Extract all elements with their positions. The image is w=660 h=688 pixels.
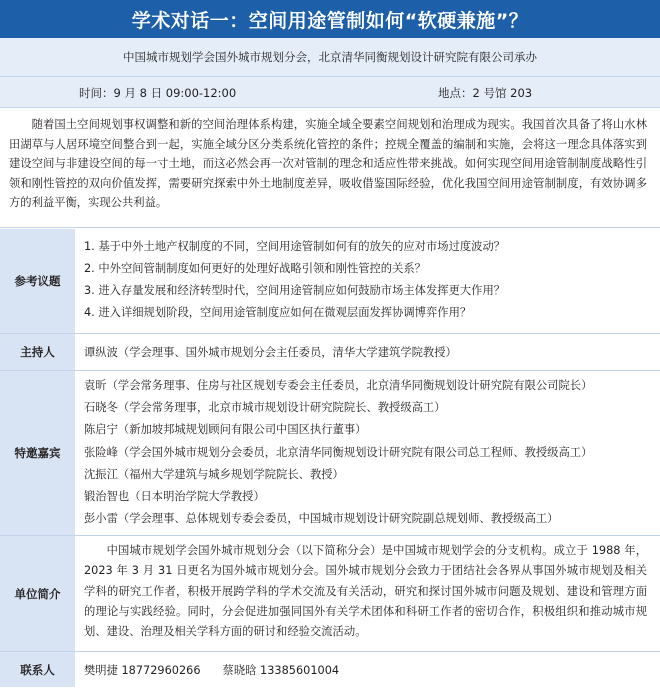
issues-row	[0, 229, 660, 334]
unit-description: 中国城市规划学会国外城市规划分会（以下简称分会）是中国城市规划学会的分支机构。成立于 1988 年，2023 年 3 月 31 日更名为国外城市规划分会。国外城市规划分会致力于团结社会各界从事国外城市规划及相关学科的研究工作者，积极开展跨学科的学术交流及有关活动，研究和探讨国外城市问题及规划、建设和管理方面的理论与实践经验。同时，分会促进加强同国外有关学术团体和科研工作者的密切合作，积极组织和推动城市规划、建设、治理及相关学科方面的研讨和经验交流活动。	[84, 544, 647, 639]
organizer-line: 中国城市规划学会国外城市规划分会，北京清华同衡规划设计研究院有限公司承办	[0, 38, 660, 77]
guests-label: 特邀嘉宾	[0, 371, 75, 535]
guest-item: 锻治智也（日本明治学院大学教授）	[84, 490, 265, 504]
guest-item: 袁昕（学会常务理事、住房与社区规划专委会主任委员，北京清华同衡规划设计研究院有限公司院长）	[84, 379, 593, 392]
title-bar	[0, 0, 660, 38]
guests-row	[0, 371, 660, 536]
page-title: 学术对话一：空间用途管制如何“软硬兼施”？	[131, 9, 529, 32]
guest-item: 陈启宁（新加坡邦城规划顾问有限公司中国区执行董事）	[84, 423, 367, 437]
host-name: 谭纵波（学会理事、国外城市规划分会主任委员，清华大学建筑学院教授）	[84, 346, 457, 359]
contact-info	[75, 652, 660, 687]
issue-item: 2. 中外空间管制制度如何更好的处理好战略引领和刚性管控的关系？	[84, 262, 426, 275]
event-time: 时间：9 月 8 日 09:00-12:00	[79, 86, 237, 100]
issues-list	[75, 229, 660, 333]
contact-row	[0, 652, 660, 687]
time-venue-row	[0, 77, 660, 108]
contact-label: 联系人	[0, 652, 75, 687]
contact-person-2: 蔡晓晗 13385601004	[222, 663, 340, 677]
issue-item: 1. 基于中外土地产权制度的不同，空间用途管制如何有的放矢的应对市场过度波动？	[84, 240, 506, 253]
guest-item: 彭小雷（学会理事、总体规划专委会委员，中国城市规划设计研究院副总规划师、教授级高工）	[84, 512, 559, 526]
event-venue: 地点：2 号馆 203	[438, 86, 533, 100]
guests-list	[75, 371, 660, 535]
issues-label: 参考议题	[0, 229, 75, 333]
host-row	[0, 334, 660, 371]
contact-person-1: 樊明捷 18772960266	[84, 663, 201, 677]
guest-item: 沈振江（福州大学建筑与城乡规划学院院长、教授）	[84, 467, 344, 481]
intro-paragraph: 随着国土空间规划事权调整和新的空间治理体系构建，实施全域全要素空间规划和治理成为现实。我国首次具备了将山水林田湖草与人居环境空间整合到一起，实施全域分区分类系统化管控的条件；控规全覆盖的编制和实施，会将这一理念具体落实到建设空间与非建设空间的每一寸土地，而这必然会再一次对管制的理念和适应性带来挑战。如何实现空间用途管制制度战略性引领和刚性管控的双向价值发挥，需要研究探索中外土地制度差异，吸收借鉴国际经验，优化我国空间用途管制制度，有效协调多方的利益平衡，实现公共利益。	[0, 108, 660, 228]
host-label: 主持人	[0, 334, 75, 370]
issue-item: 4. 进入详细规划阶段，空间用途管制度应如何在微观层面发挥协调博弈作用？	[84, 306, 472, 319]
unit-label: 单位简介	[0, 536, 75, 651]
host-text	[75, 334, 660, 370]
issue-item: 3. 进入存量发展和经济转型时代，空间用途管制应如何鼓励市场主体发挥更大作用？	[84, 284, 506, 297]
unit-row	[0, 536, 660, 652]
guest-item: 张险峰（学会国外城市规划分会委员，北京清华同衡规划设计研究院有限公司总工程师、教授级高工）	[84, 445, 593, 459]
guest-item: 石晓冬（学会常务理事，北京市城市规划设计研究院院长、教授级高工）	[84, 401, 446, 415]
